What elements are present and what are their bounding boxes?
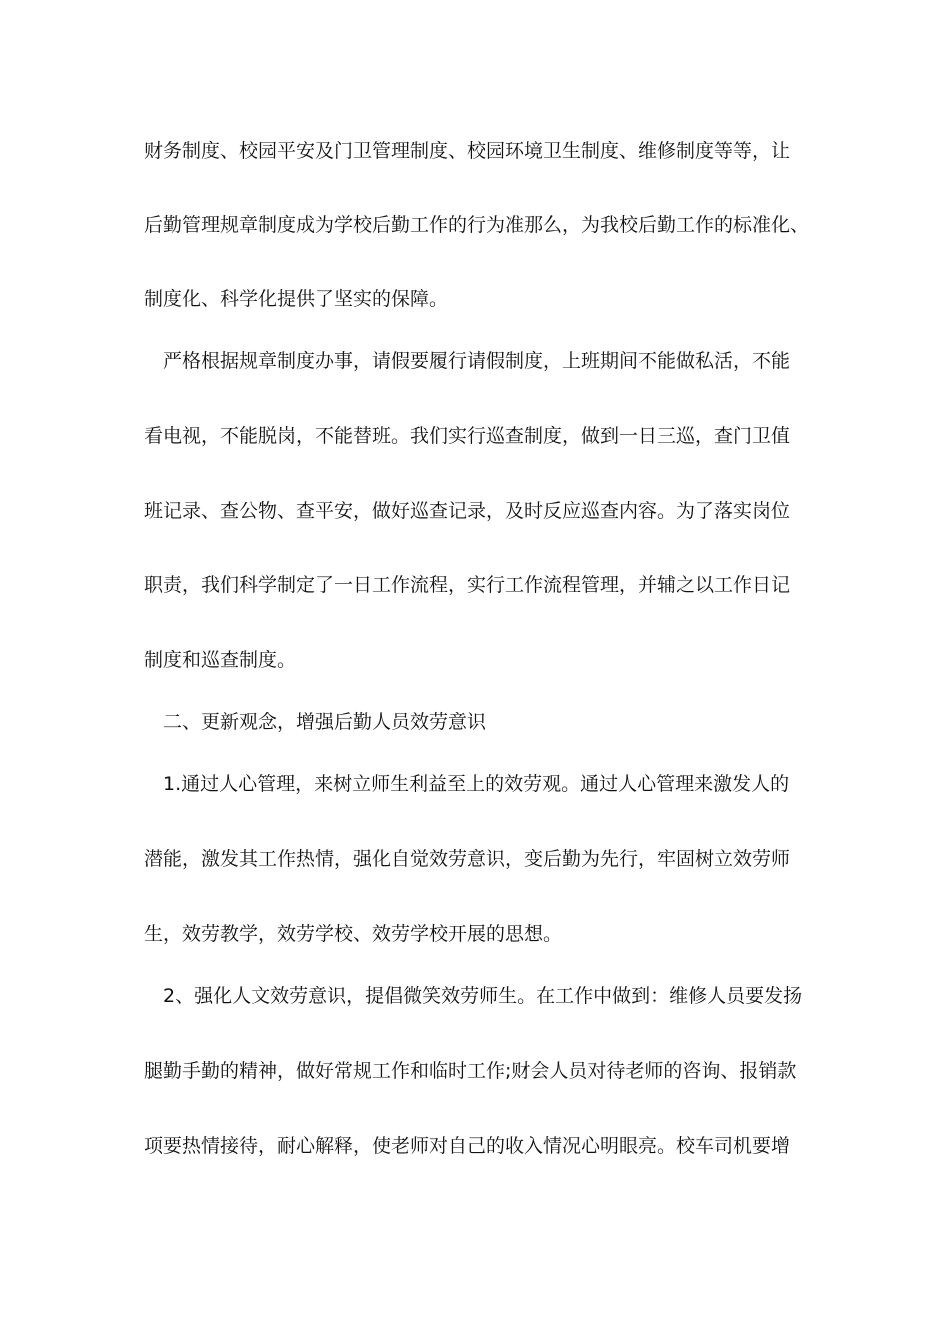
text-line: 制度化、科学化提供了坚实的保障。 (144, 288, 449, 310)
text-line: 看电视，不能脱岗，不能替班。我们实行巡查制度，做到一日三巡，查门卫值 (144, 425, 791, 447)
text-line: 制度和巡查制度。 (144, 649, 297, 671)
paragraph-start-line: 严格根据规章制度办事，请假要履行请假制度，上班期间不能做私活，不能 (163, 350, 791, 372)
text-line: 财务制度、校园平安及门卫管理制度、校园环境卫生制度、维修制度等等，让 (144, 140, 791, 162)
text-line: 生，效劳教学，效劳学校、效劳学校开展的思想。 (144, 923, 563, 945)
paragraph-start-line: 1.通过人心管理，来树立师生利益至上的效劳观。通过人心管理来激发人的 (163, 773, 790, 795)
text-line: 职责，我们科学制定了一日工作流程，实行工作流程管理，并辅之以工作日记 (144, 574, 791, 596)
text-line: 项要热情接待，耐心解释，使老师对自己的收入情况心明眼亮。校车司机要增 (144, 1135, 791, 1157)
text-line: 潜能，激发其工作热情，强化自觉效劳意识，变后勤为先行，牢固树立效劳师 (144, 848, 791, 870)
section-heading: 二、更新观念，增强后勤人员效劳意识 (163, 711, 487, 733)
text-line: 腿勤手勤的精神，做好常规工作和临时工作;财会人员对待老师的咨询、报销款 (144, 1060, 797, 1082)
text-line: 后勤管理规章制度成为学校后勤工作的行为准那么，为我校后勤工作的标准化、 (144, 214, 810, 236)
paragraph-start-line: 2、强化人文效劳意识，提倡微笑效劳师生。在工作中做到：维修人员要发扬 (163, 985, 803, 1007)
text-line: 班记录、查公物、查平安，做好巡查记录，及时反应巡查内容。为了落实岗位 (144, 500, 791, 522)
